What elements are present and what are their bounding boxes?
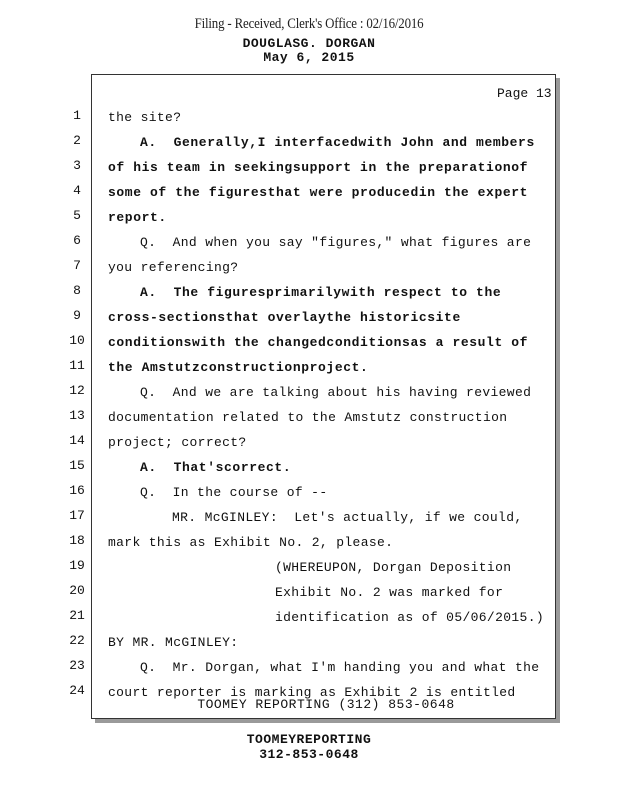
line-number: 4: [73, 183, 81, 198]
reporter-footer-in-frame: TOOMEY REPORTING (312) 853-0648: [197, 697, 455, 712]
line-number: 13: [69, 408, 85, 423]
line-number: 5: [73, 208, 81, 223]
line-number: 7: [73, 258, 81, 273]
filing-stamp: Filing - Received, Clerk's Office : 02/16/2016: [194, 16, 424, 32]
transcript-line: Q. And we are talking about his having reviewed: [140, 385, 532, 400]
line-number: 21: [69, 608, 85, 623]
line-number: 11: [69, 358, 85, 373]
line-number: 15: [69, 458, 85, 473]
line-number: 2: [73, 133, 81, 148]
transcript-line: Q. Mr. Dorgan, what I'm handing you and what the: [140, 660, 540, 675]
line-number: 10: [69, 333, 85, 348]
transcript-line: report.: [108, 210, 167, 225]
transcript-line: Q. And when you say "figures," what figures are: [140, 235, 532, 250]
transcript-line: A. That'scorrect.: [140, 460, 292, 475]
transcript-line: of his team in seekingsupport in the preparationof: [108, 160, 529, 175]
transcript-line: Q. In the course of --: [140, 485, 328, 500]
transcript-line: documentation related to the Amstutz construction: [108, 410, 508, 425]
line-number: 3: [73, 158, 81, 173]
transcript-line: the Amstutzconstructionproject.: [108, 360, 369, 375]
line-number: 19: [69, 558, 85, 573]
line-number: 17: [69, 508, 85, 523]
page-number: Page 13: [497, 86, 552, 101]
line-number: 6: [73, 233, 81, 248]
line-number: 12: [69, 383, 85, 398]
transcript-line: the site?: [108, 110, 182, 125]
footer-company: TOOMEYREPORTING: [246, 732, 372, 747]
line-number: 8: [73, 283, 81, 298]
line-number: 18: [69, 533, 85, 548]
transcript-line: you referencing?: [108, 260, 239, 275]
transcript-line: A. Generally,I interfacedwith John and members: [140, 135, 535, 150]
transcript-line: Exhibit No. 2 was marked for: [275, 585, 504, 600]
deponent-name: DOUGLASG. DORGAN: [242, 36, 376, 51]
line-number: 20: [69, 583, 85, 598]
line-number: 9: [73, 308, 81, 323]
transcript-line: cross-sectionsthat overlaythe historicsite: [108, 310, 461, 325]
transcript-line: conditionswith the changedconditionsas a result of: [108, 335, 529, 350]
line-number: 16: [69, 483, 85, 498]
line-number: 23: [69, 658, 85, 673]
transcript-line: some of the figuresthat were producedin the expert: [108, 185, 529, 200]
transcript-line: MR. McGINLEY: Let's actually, if we could,: [172, 510, 523, 525]
line-number: 24: [69, 683, 85, 698]
transcript-line: identification as of 05/06/2015.): [275, 610, 544, 625]
transcript-line: (WHEREUPON, Dorgan Deposition: [275, 560, 512, 575]
transcript-line: BY MR. McGINLEY:: [108, 635, 239, 650]
line-number: 14: [69, 433, 85, 448]
transcript-line: mark this as Exhibit No. 2, please.: [108, 535, 394, 550]
transcript-line: project; correct?: [108, 435, 247, 450]
line-number: 1: [73, 108, 81, 123]
transcript-line: court reporter is marking as Exhibit 2 is entitled: [108, 685, 516, 700]
line-number: 22: [69, 633, 85, 648]
transcript-line: A. The figuresprimarilywith respect to the: [140, 285, 502, 300]
footer-phone: 312-853-0648: [259, 747, 359, 762]
deposition-date: May 6, 2015: [263, 50, 355, 65]
